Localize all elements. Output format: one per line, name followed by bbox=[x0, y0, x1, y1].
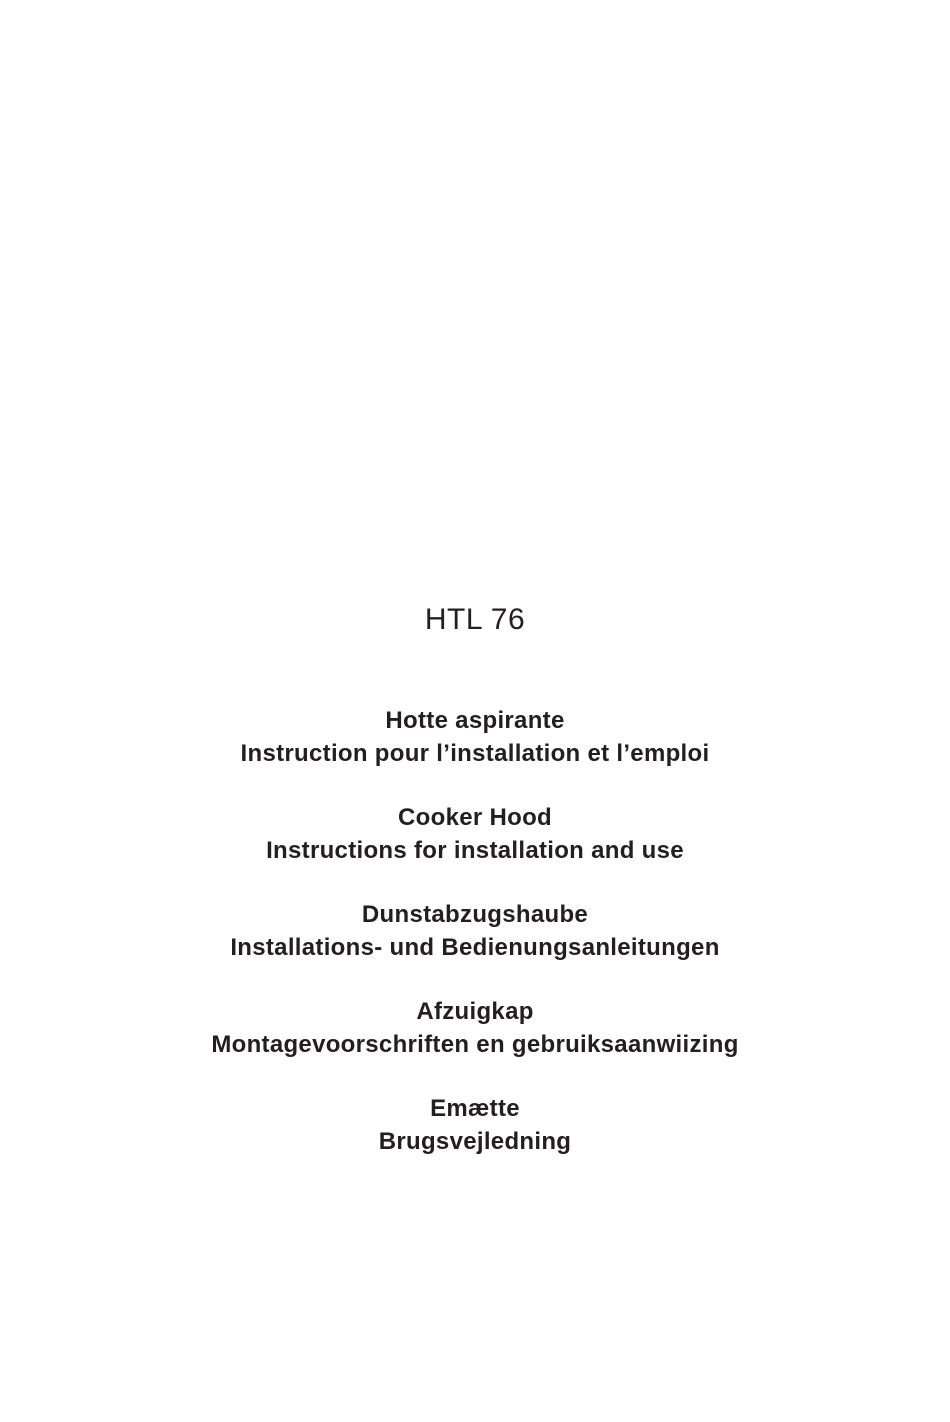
section-subtitle: Brugsvejledning bbox=[378, 1128, 572, 1155]
section-english bbox=[0, 801, 950, 867]
section-title: Emætte bbox=[430, 1095, 520, 1122]
section-subtitle: Montagevoorschriften en gebruiksaanwiizing bbox=[211, 1031, 739, 1058]
section-title: Cooker Hood bbox=[398, 804, 552, 831]
language-sections bbox=[0, 704, 950, 1189]
section-title: Afzuigkap bbox=[416, 998, 534, 1025]
section-danish bbox=[0, 1092, 950, 1158]
model-number: HTL 76 bbox=[424, 603, 526, 636]
section-subtitle: Instruction pour l’installation et l’emploi bbox=[240, 740, 710, 767]
section-german bbox=[0, 898, 950, 964]
section-title: Dunstabzugshaube bbox=[361, 901, 589, 928]
section-title: Hotte aspirante bbox=[385, 707, 565, 734]
section-subtitle: Installations- und Bedienungsanleitungen bbox=[230, 934, 720, 961]
section-french bbox=[0, 704, 950, 770]
section-subtitle: Instructions for installation and use bbox=[266, 837, 684, 864]
section-dutch bbox=[0, 995, 950, 1061]
